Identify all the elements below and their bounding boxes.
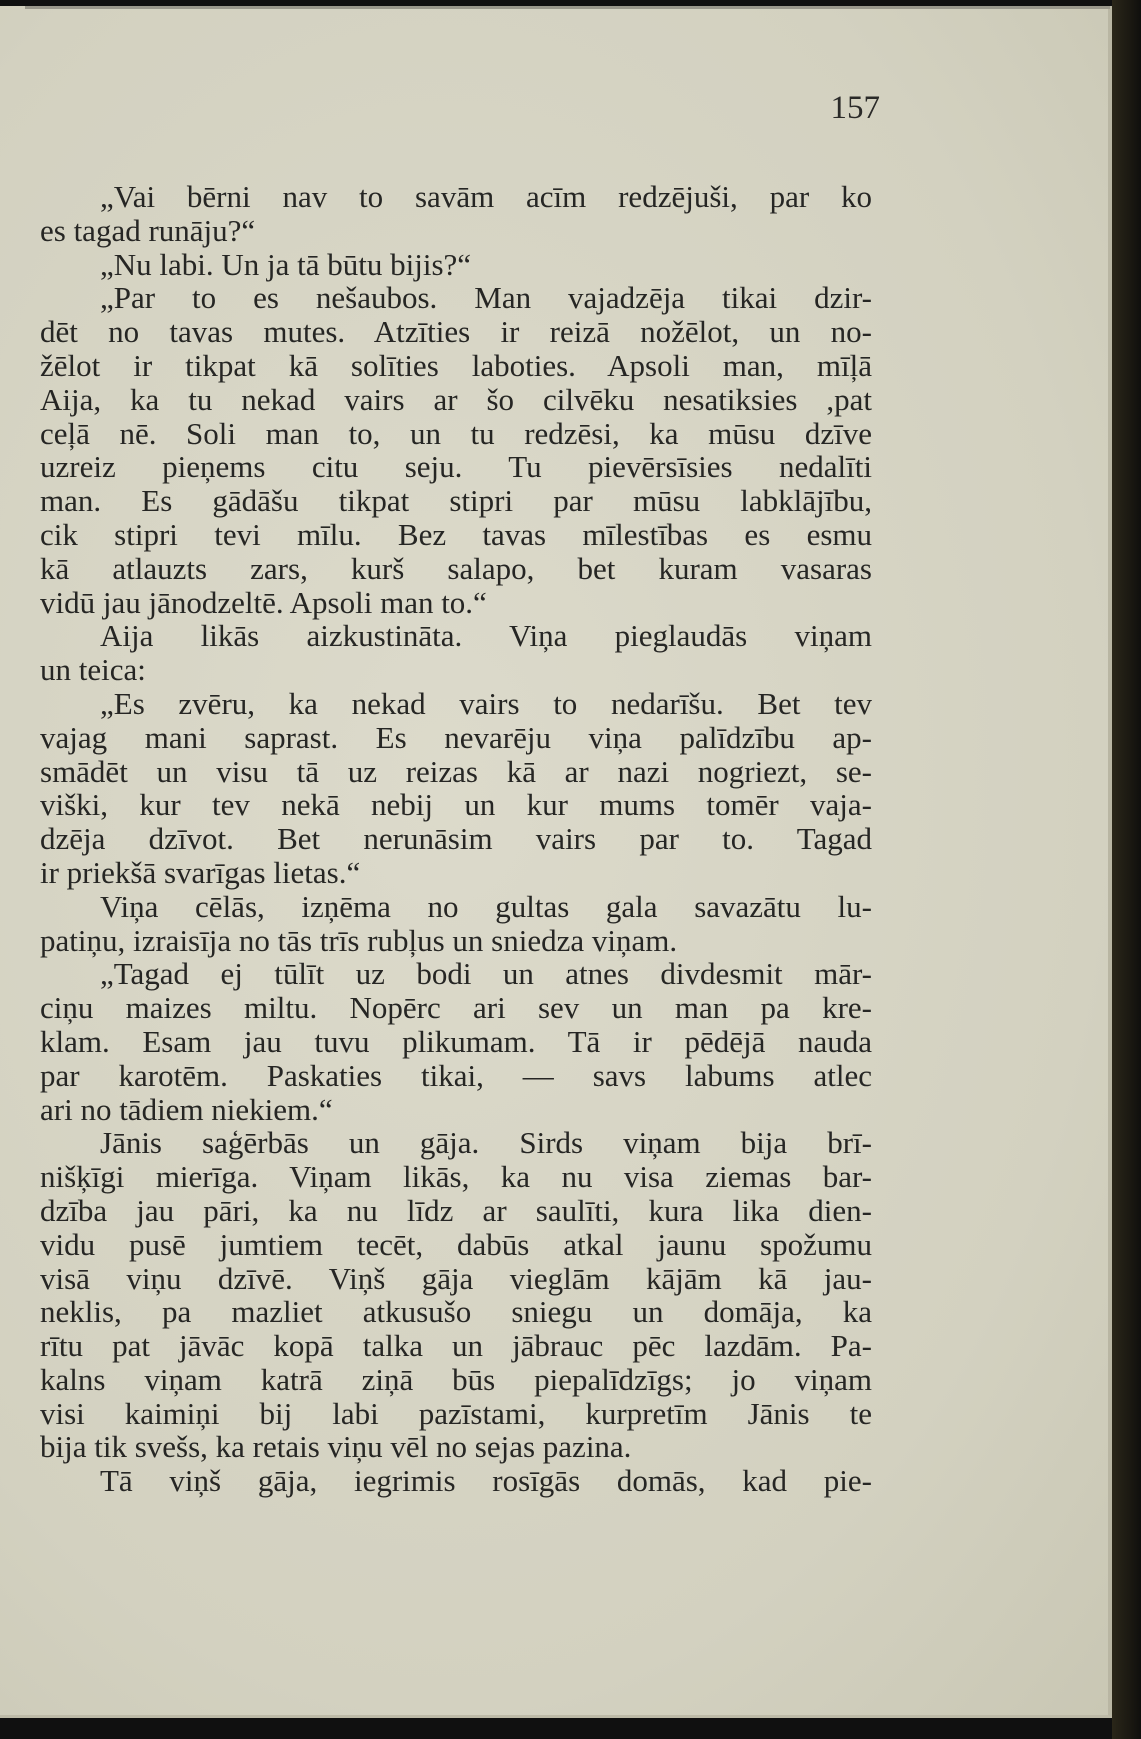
text-line: ari no tādiem niekiem.“	[40, 1091, 333, 1127]
text-line: bija tik svešs, ka retais viņu vēl no sejas pazina.	[40, 1429, 632, 1465]
text-line: vajag mani saprast. Es nevarēju viņa palīdzību ap-	[40, 719, 872, 755]
text-line: Aija, ka tu nekad vairs ar šo cilvēku nesatiksies ,pat	[40, 381, 872, 417]
text-line: „Vai bērni nav to savām acīm redzējuši, par ko	[100, 179, 872, 214]
text-line: dēt no tavas mutes. Atzīties ir reizā nožēlot, un no-	[40, 314, 872, 350]
text-line: un teica:	[40, 652, 146, 688]
text-line: dzība jau pāri, ka nu līdz ar saulīti, kura lika dien-	[40, 1192, 872, 1228]
text-line: „Tagad ej tūlīt uz bodi un atnes divdesmit mār-	[100, 956, 872, 992]
text-line: es tagad runāju?“	[40, 212, 256, 248]
text-line: ciņu maizes miltu. Nopērc ari sev un man pa kre-	[40, 990, 872, 1026]
text-line: „Es zvēru, ka nekad vairs to nedarīšu. Bet tev	[100, 685, 872, 721]
text-line: „Par to es nešaubos. Man vajadzēja tikai dzir-	[100, 280, 872, 316]
text-line: patiņu, izraisīja no tās trīs rubļus un sniedza viņam.	[40, 922, 678, 958]
text-line: „Nu labi. Un ja tā būtu bijis?“	[100, 246, 472, 282]
book-spine-edge	[1112, 0, 1141, 1739]
text-line: neklis, pa mazliet atkusušo sniegu un domāja, ka	[40, 1294, 872, 1330]
text-line: kalns viņam katrā ziņā būs piepalīdzīgs; jo viņam	[40, 1361, 872, 1397]
book-page	[0, 6, 1112, 1718]
page-number: 157	[830, 90, 880, 126]
text-line: par karotēm. Paskaties tikai, — savs labums atlec	[40, 1057, 872, 1093]
text-line: klam. Esam jau tuvu plikumam. Tā ir pēdējā nauda	[40, 1023, 872, 1059]
text-line: Viņa cēlās, izņēma no gultas gala savazātu lu-	[100, 888, 872, 924]
text-line: kā atlauzts zars, kurš salapo, bet kuram vasaras	[40, 550, 872, 586]
text-line: vidū jau jānodzeltē. Apsoli man to.“	[40, 584, 487, 620]
text-line: uzreiz pieņems citu seju. Tu pievērsīsies nedalīti	[40, 449, 872, 485]
text-line: smādēt un visu tā uz reizas kā ar nazi nogriezt, se-	[40, 753, 872, 789]
text-line: visi kaimiņi bij labi pazīstami, kurpretīm Jānis te	[40, 1395, 872, 1431]
page-top-edge	[25, 6, 1110, 9]
text-line: Jānis saģērbās un gāja. Sirds viņam bija brī-	[100, 1125, 872, 1161]
text-line: žēlot ir tikpat kā solīties laboties. Apsoli man, mīļā	[40, 347, 872, 383]
text-line: man. Es gādāšu tikpat stipri par mūsu labklājību,	[40, 483, 872, 519]
text-line: rītu pat jāvāc kopā talka un jābrauc pēc lazdām. Pa-	[40, 1328, 872, 1364]
text-line: vidu pusē jumtiem tecēt, dabūs atkal jaunu spožumu	[40, 1226, 872, 1262]
text-line: dzēja dzīvot. Bet nerunāsim vairs par to. Tagad	[40, 821, 872, 857]
page-text-body	[40, 180, 872, 1498]
text-line: ir priekšā svarīgas lietas.“	[40, 854, 361, 890]
text-line: viški, kur tev nekā nebij un kur mums tomēr vaja-	[40, 787, 872, 823]
text-line: Aija likās aizkustināta. Viņa pieglaudās viņam	[100, 618, 872, 654]
text-line: ceļā nē. Soli man to, un tu redzēsi, ka mūsu dzīve	[40, 415, 872, 451]
text-line: Tā viņš gāja, iegrimis rosīgās domās, kad pie-	[100, 1463, 872, 1499]
text-line: cik stipri tevi mīlu. Bez tavas mīlestības es esmu	[40, 516, 872, 552]
text-line: nišķīgi mierīga. Viņam likās, ka nu visa ziemas bar-	[40, 1159, 872, 1195]
text-line: visā viņu dzīvē. Viņš gāja vieglām kājām kā jau-	[40, 1260, 872, 1296]
